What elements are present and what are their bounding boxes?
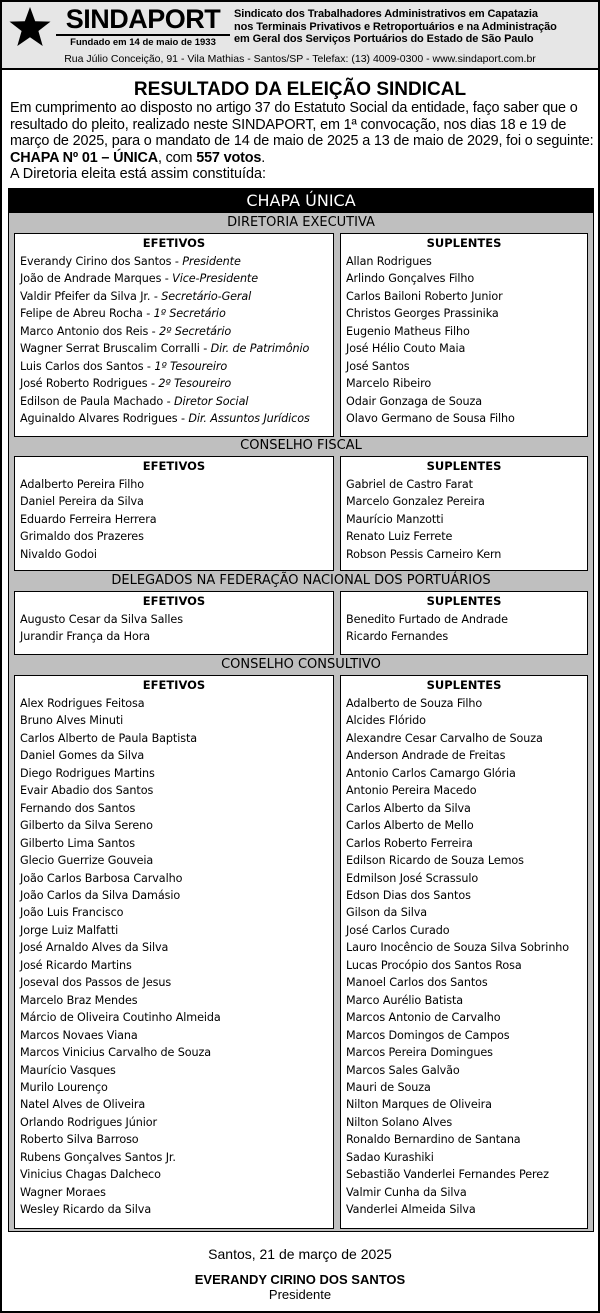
member-item: Aguinaldo Alvares Rodrigues - Dir. Assuntos Jurídicos [20,412,310,426]
efetivos-heading: EFETIVOS [142,678,206,692]
member-item [20,1131,221,1148]
suplentes-list [346,695,569,1219]
star-icon [8,6,52,48]
efetivos-panel [14,591,334,655]
member-item [346,1027,569,1044]
member-item [346,782,569,799]
member-item [346,493,501,510]
member-name: Christos Georges Prassinika [346,307,499,321]
member-item [20,817,221,834]
member-name: Sebastião Vanderlei Fernandes Perez [346,1168,549,1182]
member-name: Marco Aurélio Batista [346,993,464,1007]
member-item [20,1201,221,1218]
member-name: Renato Luiz Ferrete [346,530,453,544]
efetivos-list [20,611,183,646]
member-name: Anderson Andrade de Freitas [346,749,506,763]
votes-suffix: . [261,149,266,166]
member-name: Arlindo Gonçalves Filho [346,272,475,286]
union-name-line: nos Terminais Privativos e Retroportuários e na Administração [234,20,557,33]
member-item [346,817,569,834]
member-item [346,1114,569,1131]
member-item [20,712,221,729]
slate-box [8,188,594,1232]
member-item [346,1166,569,1183]
member-item [20,1079,221,1096]
member-role: Dir. Assuntos Jurídicos [188,412,310,426]
brand-name: SINDAPORT [65,4,221,34]
member-name: Robson Pessis Carneiro Kern [346,547,502,561]
member-item [20,730,221,747]
member-item [20,904,221,921]
slate-name: CHAPA Nº 01 – ÚNICA [10,149,158,166]
member-name: Joseval dos Passos de Jesus [20,976,172,990]
member-name: Carlos Alberto de Paula Baptista [20,731,197,745]
member-name: Diego Rodrigues Martins [20,766,155,780]
member-name: Odair Gonzaga de Souza [346,394,482,408]
member-item [20,747,221,764]
member-item [346,974,569,991]
union-name-line: Sindicato dos Trabalhadores Administrativos em Capatazia [234,8,538,20]
member-item: Felipe de Abreu Rocha - 1º Secretário [20,307,226,321]
member-item [20,922,221,939]
union-name-line: em Geral dos Serviços Portuários do Estado de São Paulo [234,33,534,45]
member-name: João de Andrade Marques [20,272,162,286]
section-title: CONSELHO FISCAL [240,438,362,453]
member-item [20,1166,221,1183]
member-name: Manoel Carlos dos Santos [346,976,488,990]
member-item [20,1062,221,1079]
member-role: 1º Secretário [153,307,226,321]
member-item [346,323,515,340]
member-item [346,730,569,747]
member-item [346,288,515,305]
member-item: Valdir Pfeifer da Silva Jr. - Secretário-Geral [20,289,252,303]
member-item [346,1184,569,1201]
member-name: Carlos Bailoni Roberto Junior [346,289,503,303]
member-item [20,852,221,869]
member-name: Edmilson José Scrassulo [346,871,479,885]
member-name: Lucas Procópio dos Santos Rosa [346,958,522,972]
member-name: Evair Abadio dos Santos [20,784,154,798]
member-name: Everandy Cirino dos Santos [20,255,172,268]
member-item [346,305,515,322]
member-name: Daniel Gomes da Silva [20,749,145,763]
member-role: Dir. de Patrimônio [210,342,310,356]
member-item [346,511,501,528]
member-item [346,1044,569,1061]
founded-date: Fundado em 14 de maio de 1933 [70,37,216,48]
member-name: Aguinaldo Alvares Rodrigues [20,412,178,426]
member-name: Marcos Pereira Domingues [346,1046,493,1060]
member-item [20,782,221,799]
member-name: Vanderlei Almeida Silva [346,1203,476,1217]
member-item [20,1149,221,1166]
member-name: Eugenio Matheus Filho [346,324,470,338]
efetivos-list [20,253,310,428]
member-name: Carlos Alberto da Silva [346,801,471,815]
member-name: Nilton Solano Alves [346,1115,453,1129]
member-name: Gabriel de Castro Farat [346,478,473,491]
member-name: Roberto Silva Barroso [20,1133,139,1147]
member-item [346,992,569,1009]
member-item: Edilson de Paula Machado - Diretor Social [20,394,249,408]
address-line: Rua Júlio Conceição, 91 - Vila Mathias - Santos/SP - Telefax: (13) 4009-0300 - www.sindaport.com.br [64,53,536,65]
intro-line-2: A Diretoria eleita está assim constituída: [10,166,266,182]
member-name: João Carlos da Silva Damásio [20,888,181,902]
member-name: Wesley Ricardo da Silva [20,1203,152,1217]
member-name: Nivaldo Godoi [20,547,97,561]
member-item [346,270,515,287]
member-name: José Arnaldo Alves da Silva [20,941,169,955]
member-name: Marcos Sales Galvão [346,1063,460,1077]
brand-block [56,2,230,50]
member-item [346,253,515,270]
member-item [20,1044,221,1061]
member-name: Edilson de Paula Machado [20,394,164,408]
member-item: Marco Antonio dos Reis - 2º Secretário [20,324,232,338]
member-item [346,1149,569,1166]
suplentes-heading: SUPLENTES [426,236,502,250]
member-item [20,835,221,852]
member-item: João de Andrade Marques - Vice-Presidente [20,272,258,286]
member-item [346,695,569,712]
member-item [346,957,569,974]
member-role: Diretor Social [173,394,249,408]
member-name: Antonio Pereira Macedo [346,784,477,798]
member-name: Marco Antonio dos Reis [20,324,149,338]
member-name: Vinicius Chagas Dalcheco [20,1168,161,1182]
member-name: Orlando Rodrigues Júnior [20,1115,157,1129]
member-role: Vice-Presidente [172,272,258,286]
member-name: Alexandre Cesar Carvalho de Souza [346,731,543,745]
section-title: CONSELHO CONSULTIVO [221,657,381,672]
signer-role: Presidente [268,1287,332,1302]
member-name: Gilberto da Silva Sereno [20,819,153,833]
member-name: Allan Rodrigues [346,255,432,268]
member-name: Marcelo Gonzalez Pereira [346,495,485,509]
member-name: Grimaldo dos Prazeres [20,530,144,544]
member-item [20,1027,221,1044]
suplentes-panel [340,456,588,571]
suplentes-panel [340,233,588,437]
member-name: Jurandir França da Hora [20,630,150,644]
member-item: Luis Carlos dos Santos - 1º Tesoureiro [20,359,228,373]
member-item [346,712,569,729]
member-name: Adalberto Pereira Filho [20,478,144,491]
member-item [346,358,515,375]
member-name: João Luis Francisco [20,906,124,920]
place-date: Santos, 21 de março de 2025 [208,1246,392,1262]
member-name: Wagner Serrat Bruscalim Corralli [20,342,200,356]
member-name: Natel Alves de Oliveira [20,1098,146,1112]
member-name: Ronaldo Bernardino de Santana [346,1133,521,1147]
member-item [346,939,569,956]
member-item [346,628,508,645]
member-item [346,887,569,904]
notice-title: RESULTADO DA ELEIÇÃO SINDICAL [133,79,467,100]
member-item [20,974,221,991]
efetivos-heading: EFETIVOS [142,594,206,608]
member-item [346,1131,569,1148]
member-item: Everandy Cirino dos Santos - Presidente [20,255,241,268]
member-name: José Ricardo Martins [20,958,132,972]
efetivos-list [20,695,221,1219]
suplentes-panel [340,675,588,1229]
member-name: Marcos Vinicius Carvalho de Souza [20,1046,212,1060]
member-role: 2º Secretário [159,324,232,338]
member-name: José Roberto Rodrigues [20,377,148,391]
member-item [20,939,221,956]
member-item [346,393,515,410]
member-item [20,800,221,817]
member-role: Presidente [182,255,241,268]
member-name: Edson Dias dos Santos [346,888,471,902]
suplentes-panel [340,591,588,655]
member-name: Maurício Manzotti [346,512,444,526]
suplentes-list [346,476,501,563]
member-name: João Carlos Barbosa Carvalho [20,871,183,885]
member-item [20,528,156,545]
member-item [20,957,221,974]
member-item [20,870,221,887]
intro-text: Em cumprimento ao disposto no artigo 37 do Estatuto Social da entidade, faço saber que o resultado do pleito, realizado neste SINDAPORT, em 1ª convocação, nos dias 18 e 19 de março de 2025, para o mandato de 14 de maio de 2025 a 13 de maio de 2029, foi o seguinte: [10,100,594,149]
member-name: Rubens Gonçalves Santos Jr. [20,1150,176,1164]
member-item [20,887,221,904]
intro-paragraph [10,100,594,166]
member-item [20,695,221,712]
member-item [20,765,221,782]
suplentes-heading: SUPLENTES [426,678,502,692]
member-item [346,546,501,563]
member-item [20,1009,221,1026]
member-name: Marcelo Ribeiro [346,377,432,391]
suplentes-heading: SUPLENTES [426,594,502,608]
member-name: Alcides Flórido [346,714,426,728]
member-item [20,546,156,563]
member-name: Benedito Furtado de Andrade [346,613,508,626]
member-item [20,992,221,1009]
member-name: Glecio Guerrize Gouveia [20,854,154,868]
member-name: José Hélio Couto Maia [346,342,466,356]
votes-prefix: , com [157,149,197,166]
member-item [20,1184,221,1201]
member-item [346,852,569,869]
member-item [346,765,569,782]
member-name: Ricardo Fernandes [346,630,449,644]
member-item [346,835,569,852]
member-name: Jorge Luiz Malfatti [20,923,119,937]
efetivos-list [20,476,156,563]
member-item: Wagner Serrat Bruscalim Corralli - Dir. de Patrimônio [20,342,310,356]
member-item [20,511,156,528]
member-name: Gilson da Silva [346,906,428,920]
efetivos-heading: EFETIVOS [142,459,206,473]
vote-count: 557 votos [196,149,262,166]
member-name: Nilton Marques de Oliveira [346,1098,492,1112]
member-role: 2º Tesoureiro [158,377,232,391]
member-name: Valmir Cunha da Silva [346,1185,467,1199]
member-name: Antonio Carlos Camargo Glória [346,766,516,780]
suplentes-list [346,253,515,428]
member-name: Murilo Lourenço [20,1080,108,1094]
efetivos-panel [14,233,334,437]
member-name: Marcos Antonio de Carvalho [346,1011,501,1025]
member-item [346,1201,569,1218]
member-item [346,375,515,392]
member-item [346,747,569,764]
member-name: Gilberto Lima Santos [20,836,136,850]
member-name: Carlos Alberto de Mello [346,819,474,833]
member-item [346,800,569,817]
member-name: Carlos Roberto Ferreira [346,836,473,850]
member-item [20,628,183,645]
member-item [346,1079,569,1096]
member-name: Marcos Novaes Viana [20,1028,138,1042]
member-item [20,476,156,493]
member-item [346,528,501,545]
member-name: Mauri de Souza [346,1080,431,1094]
member-name: Fernando dos Santos [20,801,136,815]
member-item [346,904,569,921]
letterhead [2,2,598,70]
member-name: Wagner Moraes [20,1185,106,1199]
member-name: José Santos [346,359,410,373]
member-item [346,1062,569,1079]
member-name: José Carlos Curado [346,923,450,937]
member-name: Bruno Alves Minuti [20,714,124,728]
member-item [346,611,508,628]
member-name: Marcos Domingos de Campos [346,1028,510,1042]
member-item [20,1114,221,1131]
member-role: 1º Tesoureiro [154,359,228,373]
union-full-name [234,8,596,46]
member-name: Adalberto de Souza Filho [346,697,483,710]
member-item: José Roberto Rodrigues - 2º Tesoureiro [20,377,232,391]
member-name: Eduardo Ferreira Herrera [20,512,157,526]
member-role: Secretário-Geral [161,289,252,303]
member-item [346,1009,569,1026]
signer-name: EVERANDY CIRINO DOS SANTOS [194,1272,406,1287]
member-name: Luis Carlos dos Santos [20,359,144,373]
suplentes-list [346,611,508,646]
section-title: DELEGADOS NA FEDERAÇÃO NACIONAL DOS PORTUÁRIOS [111,573,491,588]
member-item [346,410,515,427]
member-name: Edilson Ricardo de Souza Lemos [346,854,524,868]
member-name: Daniel Pereira da Silva [20,495,144,509]
member-name: Sadao Kurashiki [346,1150,434,1164]
section-title: DIRETORIA EXECUTIVA [227,215,375,230]
efetivos-panel [14,675,334,1229]
member-name: Alex Rodrigues Feitosa [20,697,145,710]
member-item [346,870,569,887]
member-name: Marcelo Braz Mendes [20,993,138,1007]
efetivos-heading: EFETIVOS [142,236,206,250]
member-name: Lauro Inocêncio de Souza Silva Sobrinho [346,941,570,955]
member-item [346,476,501,493]
suplentes-heading: SUPLENTES [426,459,502,473]
member-item [346,1096,569,1113]
efetivos-panel [14,456,334,571]
member-name: Maurício Vasques [20,1063,116,1077]
slate-header: CHAPA ÚNICA [9,189,593,213]
member-name: Augusto Cesar da Silva Salles [20,613,183,626]
member-item [20,611,183,628]
member-name: Felipe de Abreu Rocha [20,307,143,321]
member-name: Valdir Pfeifer da Silva Jr. [20,289,151,303]
member-item [20,1096,221,1113]
member-item [346,922,569,939]
member-name: Márcio de Oliveira Coutinho Almeida [20,1011,221,1025]
member-name: Olavo Germano de Sousa Filho [346,412,515,426]
member-item [20,493,156,510]
member-item [346,340,515,357]
